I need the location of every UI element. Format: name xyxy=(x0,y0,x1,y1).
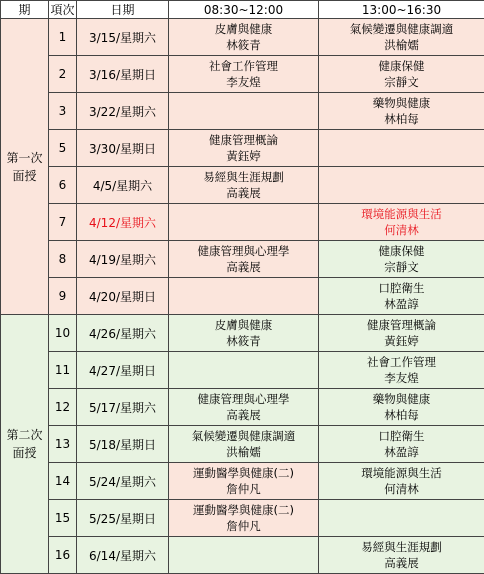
row-no: 15 xyxy=(49,500,77,537)
pm-course xyxy=(319,167,484,204)
table-row xyxy=(1,93,484,130)
pm-course: 藥物與健康 林柏每 xyxy=(319,93,484,130)
table-row xyxy=(1,426,484,463)
row-no: 3 xyxy=(49,93,77,130)
header-phase: 期 xyxy=(1,1,49,19)
am-course: 皮膚與健康 林筱青 xyxy=(169,315,319,352)
pm-course: 口腔衛生 林盈諄 xyxy=(319,426,484,463)
am-course xyxy=(169,204,319,241)
row-date: 3/15/星期六 xyxy=(77,19,169,56)
row-no: 6 xyxy=(49,167,77,204)
row-date: 4/27/星期日 xyxy=(77,352,169,389)
phase-1-label: 第一次 面授 xyxy=(1,19,49,315)
table-row xyxy=(1,130,484,167)
am-course xyxy=(169,93,319,130)
table-row xyxy=(1,537,484,574)
row-date: 6/14/星期六 xyxy=(77,537,169,574)
row-date: 3/22/星期六 xyxy=(77,93,169,130)
pm-course: 口腔衛生 林盈諄 xyxy=(319,278,484,315)
am-course: 健康管理與心理學 高義展 xyxy=(169,389,319,426)
row-date: 3/16/星期日 xyxy=(77,56,169,93)
table-row xyxy=(1,278,484,315)
row-no: 16 xyxy=(49,537,77,574)
pm-course: 易經與生涯規劃 高義展 xyxy=(319,537,484,574)
am-course: 運動醫學與健康(二) 詹仲凡 xyxy=(169,463,319,500)
header-row xyxy=(1,1,484,19)
table-row xyxy=(1,204,484,241)
pm-course: 健康保健 宗靜文 xyxy=(319,241,484,278)
am-course: 健康管理概論 黃鈺婷 xyxy=(169,130,319,167)
am-course: 社會工作管理 李友煌 xyxy=(169,56,319,93)
row-no: 7 xyxy=(49,204,77,241)
am-course: 運動醫學與健康(二) 詹仲凡 xyxy=(169,500,319,537)
am-course: 氣候變遷與健康調適 洪榆嬬 xyxy=(169,426,319,463)
row-no: 9 xyxy=(49,278,77,315)
header-no: 項次 xyxy=(49,1,77,19)
row-no: 11 xyxy=(49,352,77,389)
row-no: 10 xyxy=(49,315,77,352)
row-date: 5/25/星期日 xyxy=(77,500,169,537)
row-date: 4/26/星期六 xyxy=(77,315,169,352)
am-course: 健康管理與心理學 高義展 xyxy=(169,241,319,278)
table-row xyxy=(1,463,484,500)
table-row xyxy=(1,167,484,204)
table-row xyxy=(1,19,484,56)
table-row xyxy=(1,56,484,93)
am-course: 皮膚與健康 林筱青 xyxy=(169,19,319,56)
row-date: 3/30/星期日 xyxy=(77,130,169,167)
header-am: 08:30~12:00 xyxy=(169,1,319,19)
table-row xyxy=(1,389,484,426)
pm-course: 健康保健 宗靜文 xyxy=(319,56,484,93)
am-course xyxy=(169,278,319,315)
row-no: 12 xyxy=(49,389,77,426)
row-date: 5/24/星期六 xyxy=(77,463,169,500)
pm-course: 環境能源與生活 何清林 xyxy=(319,204,484,241)
phase-2-label: 第二次 面授 xyxy=(1,315,49,574)
table-row xyxy=(1,241,484,278)
am-course: 易經與生涯規劃 高義展 xyxy=(169,167,319,204)
row-date: 4/20/星期日 xyxy=(77,278,169,315)
row-no: 8 xyxy=(49,241,77,278)
row-no: 5 xyxy=(49,130,77,167)
pm-course: 環境能源與生活 何清林 xyxy=(319,463,484,500)
pm-course xyxy=(319,500,484,537)
row-no: 14 xyxy=(49,463,77,500)
pm-course: 社會工作管理 李友煌 xyxy=(319,352,484,389)
header-date: 日期 xyxy=(77,1,169,19)
table-row xyxy=(1,315,484,352)
row-date: 5/18/星期日 xyxy=(77,426,169,463)
pm-course xyxy=(319,130,484,167)
pm-course: 健康管理概論 黃鈺婷 xyxy=(319,315,484,352)
row-date: 4/5/星期六 xyxy=(77,167,169,204)
am-course xyxy=(169,352,319,389)
row-no: 2 xyxy=(49,56,77,93)
am-course xyxy=(169,537,319,574)
table-row xyxy=(1,500,484,537)
row-no: 13 xyxy=(49,426,77,463)
row-date: 4/12/星期六 xyxy=(77,204,169,241)
header-pm: 13:00~16:30 xyxy=(319,1,484,19)
row-date: 5/17/星期六 xyxy=(77,389,169,426)
pm-course: 藥物與健康 林柏每 xyxy=(319,389,484,426)
table-row xyxy=(1,352,484,389)
row-date: 4/19/星期六 xyxy=(77,241,169,278)
pm-course: 氣候變遷與健康調適 洪榆嬬 xyxy=(319,19,484,56)
row-no: 1 xyxy=(49,19,77,56)
